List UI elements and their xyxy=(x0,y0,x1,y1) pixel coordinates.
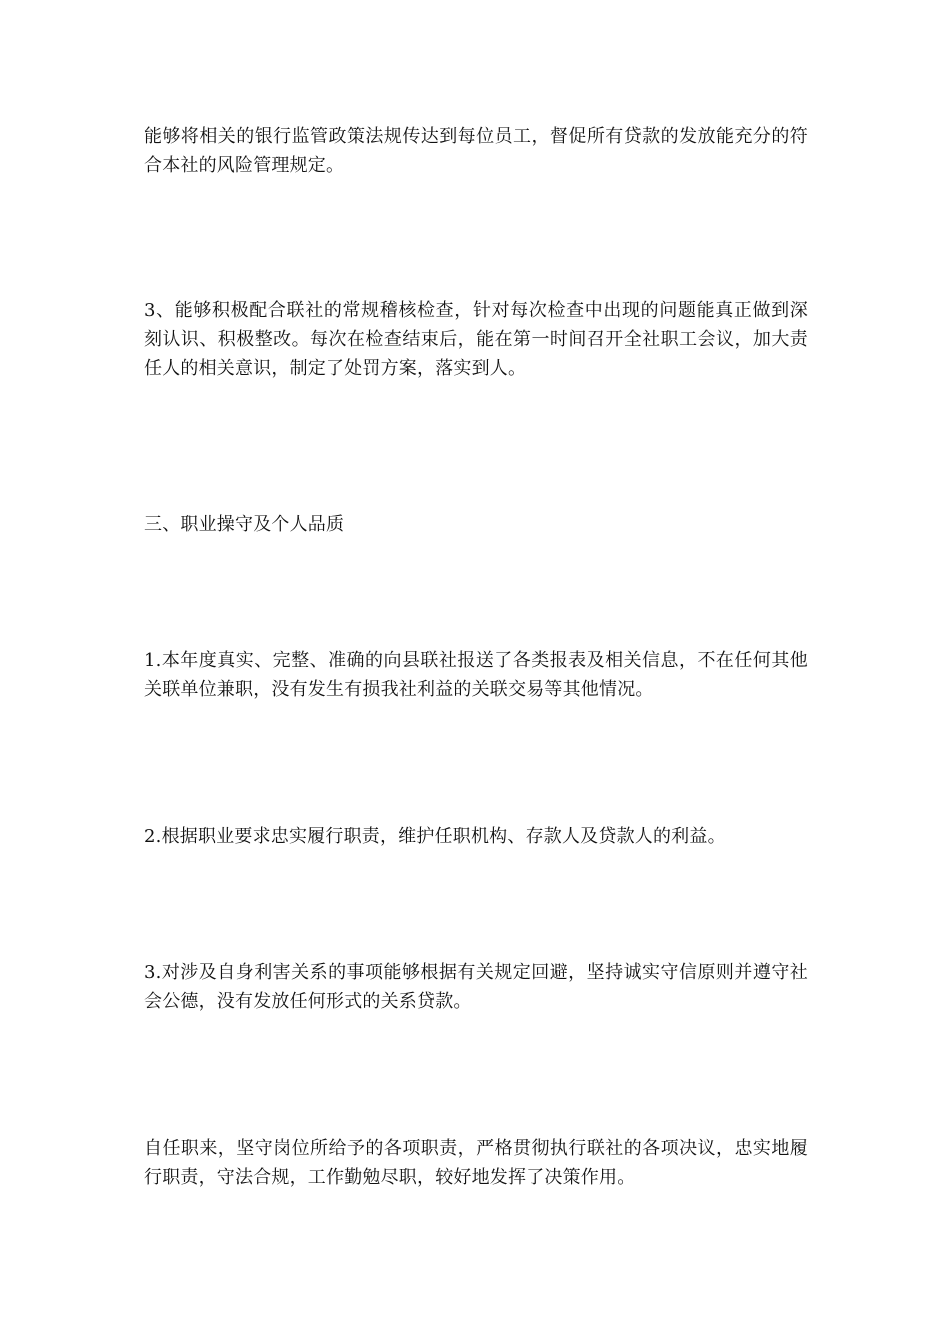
paragraph-truthful-reporting: 1.本年度真实、完整、准确的向县联社报送了各类报表及相关信息，不在任何其他关联单位兼职，没有发生有损我社利益的关联交易等其他情况。 xyxy=(144,650,808,700)
paragraph-regulation-communication: 能够将相关的银行监管政策法规传达到每位员工，督促所有贷款的发放能充分的符合本社的风险管理规定。 xyxy=(144,126,808,176)
section-heading-professional-ethics: 三、职业操守及个人品质 xyxy=(144,514,345,535)
paragraph-conflict-avoidance: 3.对涉及自身利害关系的事项能够根据有关规定回避，坚持诚实守信原则并遵守社会公德，没有发放任何形式的关系贷款。 xyxy=(144,962,808,1012)
paragraph-duty-fulfillment: 2.根据职业要求忠实履行职责，维护任职机构、存款人及贷款人的利益。 xyxy=(144,826,726,847)
paragraph-audit-cooperation: 3、能够积极配合联社的常规稽核检查，针对每次检查中出现的问题能真正做到深刻认识、积极整改。每次在检查结束后，能在第一时间召开全社职工会议，加大责任人的相关意识，制定了处罚方案，落实到人。 xyxy=(144,300,808,379)
paragraph-summary: 自任职来，坚守岗位所给予的各项职责，严格贯彻执行联社的各项决议，忠实地履行职责，守法合规，工作勤勉尽职，较好地发挥了决策作用。 xyxy=(144,1138,808,1188)
